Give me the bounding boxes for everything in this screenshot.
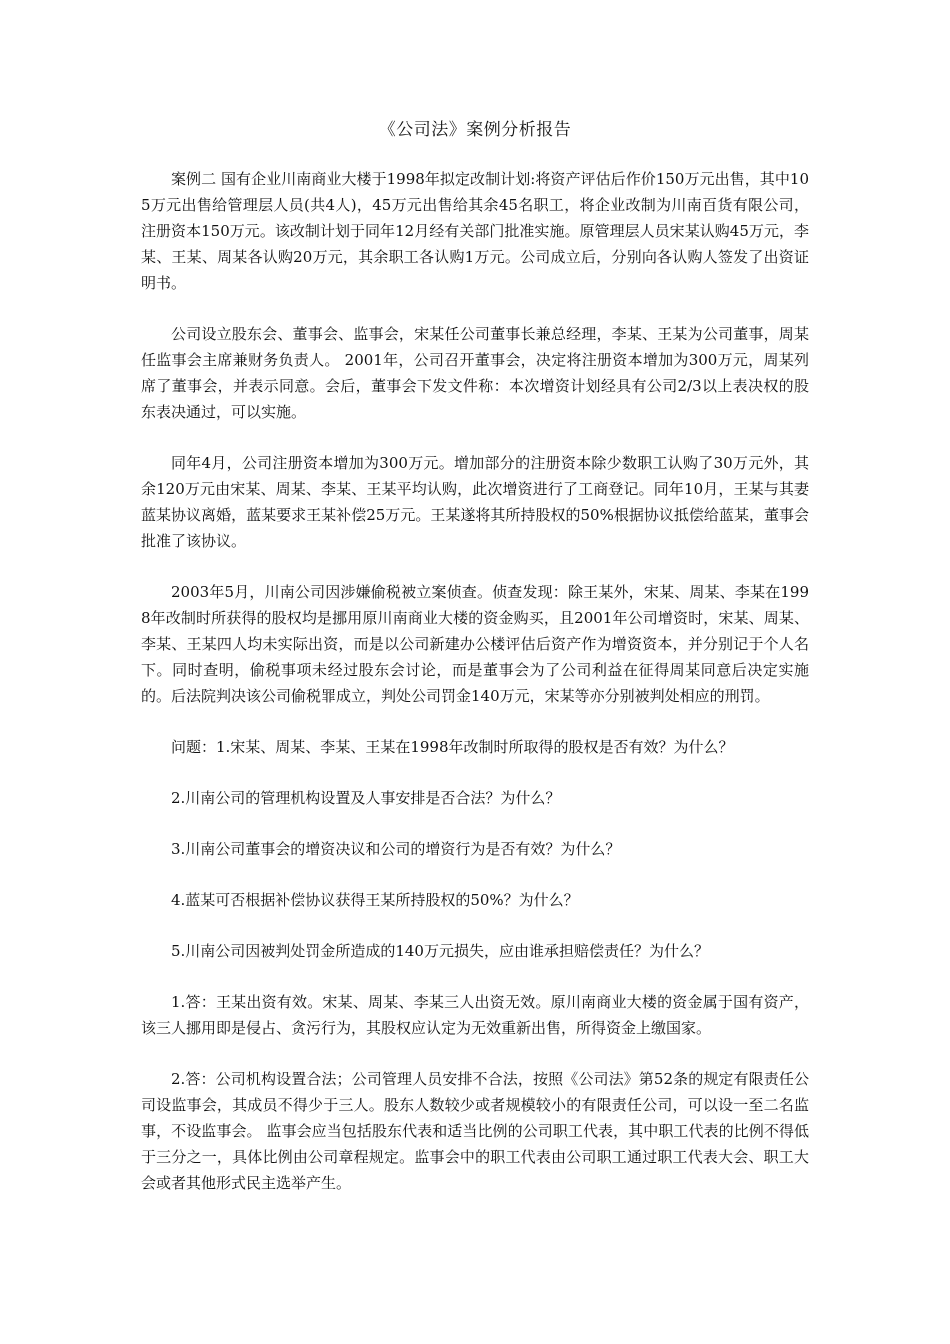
- case-paragraph: 公司设立股东会、董事会、监事会，宋某任公司董事长兼总经理，李某、王某为公司董事，周某任监事会主席兼财务负责人。 2001年，公司召开董事会，决定将注册资本增加为300万元，周某列席了董事会，并表示同意。会后，董事会下发文件称：本次增资计划经具有公司2/3以上表决权的股东表决通过，可以实施。: [141, 325, 809, 421]
- case-paragraph: 同年4月，公司注册资本增加为300万元。增加部分的注册资本除少数职工认购了30万元外，其余120万元由宋某、周某、李某、王某平均认购，此次增资进行了工商登记。同年10月，王某与其妻蓝某协议离婚，蓝某要求王某补偿25万元。王某遂将其所持股权的50%根据协议抵偿给蓝某，董事会批准了该协议。: [141, 454, 809, 550]
- question-item: 4.蓝某可否根据补偿协议获得王某所持股权的50%？为什么？: [171, 891, 579, 909]
- question-item: 2.川南公司的管理机构设置及人事安排是否合法？为什么？: [171, 789, 561, 807]
- question-item: 3.川南公司董事会的增资决议和公司的增资行为是否有效？为什么？: [171, 840, 621, 858]
- document-title: 《公司法》案例分析报告: [378, 120, 572, 140]
- case-paragraph: 2003年5月，川南公司因涉嫌偷税被立案侦查。侦查发现：除王某外，宋某、周某、李某在1998年改制时所获得的股权均是挪用原川南商业大楼的资金购买，且2001年公司增资时，宋某、周某、李某、王某四人均未实际出资，而是以公司新建办公楼评估后资产作为增资资本，并分别记于个人名下。同时查明，偷税事项未经过股东会讨论，而是董事会为了公司利益在征得周某同意后决定实施的。后法院判决该公司偷税罪成立，判处公司罚金140万元，宋某等亦分别被判处相应的刑罚。: [141, 583, 809, 705]
- answer-paragraph: 1.答：王某出资有效。宋某、周某、李某三人出资无效。原川南商业大楼的资金属于国有资产，该三人挪用即是侵占、贪污行为，其股权应认定为无效重新出售，所得资金上缴国家。: [141, 993, 809, 1037]
- question-item: 问题：1.宋某、周某、李某、王某在1998年改制时所取得的股权是否有效？为什么？: [171, 738, 734, 756]
- question-item: 5.川南公司因被判处罚金所造成的140万元损失，应由谁承担赔偿责任？为什么？: [171, 942, 709, 960]
- case-paragraph: 案例二 国有企业川南商业大楼于1998年拟定改制计划:将资产评估后作价150万元出售，其中105万元出售给管理层人员(共4人)，45万元出售给其余45名职工，将企业改制为川南百货有限公司，注册资本150万元。该改制计划于同年12月经有关部门批准实施。原管理层人员宋某认购45万元，李某、王某、周某各认购20万元，其余职工各认购1万元。公司成立后，分别向各认购人签发了出资证明书。: [141, 170, 809, 292]
- answer-paragraph: 2.答：公司机构设置合法；公司管理人员安排不合法，按照《公司法》第52条的规定有限责任公司设监事会，其成员不得少于三人。股东人数较少或者规模较小的有限责任公司，可以设一至二名监事，不设监事会。 监事会应当包括股东代表和适当比例的公司职工代表，其中职工代表的比例不得低于三分之一，具体比例由公司章程规定。监事会中的职工代表由公司职工通过职工代表大会、职工大会或者其他形式民主选举产生。: [141, 1070, 809, 1192]
- document-body: [141, 166, 809, 1221]
